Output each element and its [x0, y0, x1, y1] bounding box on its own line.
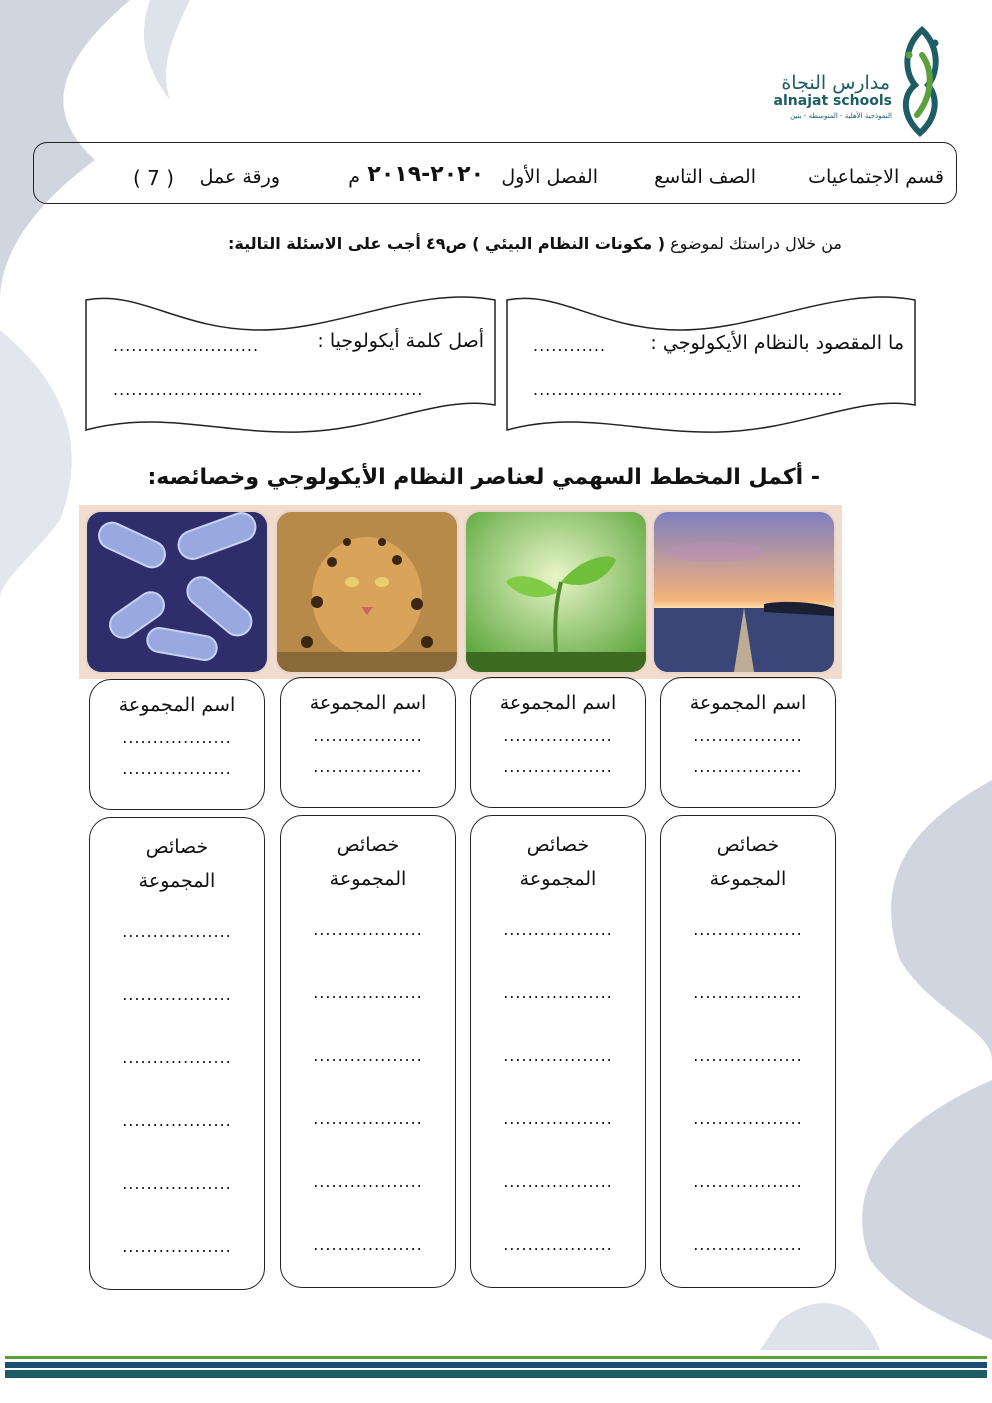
traits-card-label: المجموعة	[709, 868, 787, 890]
traits-card-line[interactable]: ..................	[503, 1172, 613, 1191]
group-card-line[interactable]: ..................	[503, 726, 613, 745]
group-card-line[interactable]: ..................	[122, 759, 232, 778]
instruction-line	[150, 234, 842, 253]
traits-card	[89, 817, 265, 1290]
traits-card-line[interactable]: ..................	[122, 922, 232, 941]
traits-card-label: المجموعة	[138, 870, 216, 892]
school-logo-icon	[895, 25, 950, 140]
traits-card-line[interactable]: ..................	[693, 920, 803, 939]
group-card-label: اسم المجموعة	[689, 692, 807, 714]
group-card-line[interactable]: ..................	[122, 728, 232, 747]
academic-year: ٢٠٢٠-٢٠١٩	[367, 162, 484, 187]
traits-card	[660, 815, 836, 1288]
traits-card-line[interactable]: ..................	[693, 1046, 803, 1065]
traits-card-label: المجموعة	[519, 868, 597, 890]
footer-navy-line	[5, 1362, 987, 1368]
green-sprout-image	[466, 512, 646, 672]
traits-card-label: خصائص	[145, 836, 209, 858]
traits-card-line[interactable]: ..................	[122, 1237, 232, 1256]
group-card	[89, 679, 265, 810]
footer-green-line	[5, 1356, 987, 1359]
traits-card-line[interactable]: ..................	[122, 1111, 232, 1130]
group-card-line[interactable]: ..................	[693, 757, 803, 776]
traits-card-line[interactable]: ..................	[313, 1235, 423, 1254]
logo-name-english: alnajat schools	[773, 93, 892, 109]
traits-card-label: خصائص	[336, 834, 400, 856]
group-card	[470, 677, 646, 808]
traits-card-line[interactable]: ..................	[693, 1235, 803, 1254]
department-label: قسم الاجتماعيات	[808, 166, 944, 188]
traits-card-line[interactable]: ..................	[503, 1046, 613, 1065]
traits-card-line[interactable]: ..................	[693, 983, 803, 1002]
traits-card-line[interactable]: ..................	[503, 1109, 613, 1128]
worksheet-label: ورقة عمل	[199, 166, 280, 188]
logo-tagline: النموذجية الأهلية - المتوسطة - بنين	[790, 112, 892, 120]
instruction-topic: ( مكونات النظام البيئي )	[472, 234, 666, 253]
traits-card	[280, 815, 456, 1288]
traits-card-line[interactable]: ..................	[313, 1109, 423, 1128]
bacteria-image	[87, 512, 267, 672]
leopard-image	[277, 512, 457, 672]
traits-card-label: خصائص	[526, 834, 590, 856]
traits-card-label: خصائص	[716, 834, 780, 856]
traits-card	[470, 815, 646, 1288]
traits-card-line[interactable]: ..................	[313, 983, 423, 1002]
group-card	[660, 677, 836, 808]
section-title: - أكمل المخطط السهمي لعناصر النظام الأيكولوجي وخصائصه:	[147, 465, 820, 490]
question-1-text: ما المقصود بالنظام الأيكولوجي :	[650, 332, 904, 354]
question-2-answer-line-1[interactable]: ........................	[113, 336, 260, 355]
question-1-answer-line-2[interactable]: ...................................................	[533, 380, 844, 399]
instruction-page: ص٤٩	[426, 234, 468, 253]
traits-card-line[interactable]: ..................	[693, 1172, 803, 1191]
traits-card-line[interactable]: ..................	[122, 1048, 232, 1067]
instruction-suffix: أجب على الاسئلة التالية:	[228, 234, 421, 253]
traits-card-line[interactable]: ..................	[693, 1109, 803, 1128]
question-2-answer-line-2[interactable]: ...................................................	[113, 380, 424, 399]
question-scroll-frames	[0, 280, 992, 440]
group-card-label: اسم المجموعة	[118, 694, 236, 716]
instruction-prefix: من خلال دراستك لموضوع	[670, 234, 842, 253]
worksheet-number: ( 7 )	[133, 166, 175, 190]
grade-label: الصف التاسع	[654, 166, 756, 188]
traits-card-line[interactable]: ..................	[313, 1172, 423, 1191]
traits-card-line[interactable]: ..................	[122, 1174, 232, 1193]
group-card	[280, 677, 456, 808]
group-card-line[interactable]: ..................	[503, 757, 613, 776]
traits-card-line[interactable]: ..................	[503, 1235, 613, 1254]
traits-card-line[interactable]: ..................	[122, 985, 232, 1004]
logo-name-arabic: مدارس النجاة	[781, 72, 890, 94]
footer-teal-line	[5, 1370, 987, 1378]
term-label: الفصل الأول	[501, 166, 598, 188]
group-card-label: اسم المجموعة	[499, 692, 617, 714]
traits-card-line[interactable]: ..................	[503, 920, 613, 939]
traits-card-label: المجموعة	[329, 868, 407, 890]
group-card-line[interactable]: ..................	[693, 726, 803, 745]
group-card-line[interactable]: ..................	[313, 726, 423, 745]
question-2-text: أصل كلمة أيكولوجيا :	[317, 330, 484, 352]
traits-card-line[interactable]: ..................	[503, 983, 613, 1002]
sunset-sea-image	[654, 512, 834, 672]
question-1-answer-line-1[interactable]: ............	[533, 336, 607, 355]
group-card-label: اسم المجموعة	[309, 692, 427, 714]
traits-card-line[interactable]: ..................	[313, 920, 423, 939]
year-suffix: م	[348, 166, 360, 188]
group-card-line[interactable]: ..................	[313, 757, 423, 776]
traits-card-line[interactable]: ..................	[313, 1046, 423, 1065]
